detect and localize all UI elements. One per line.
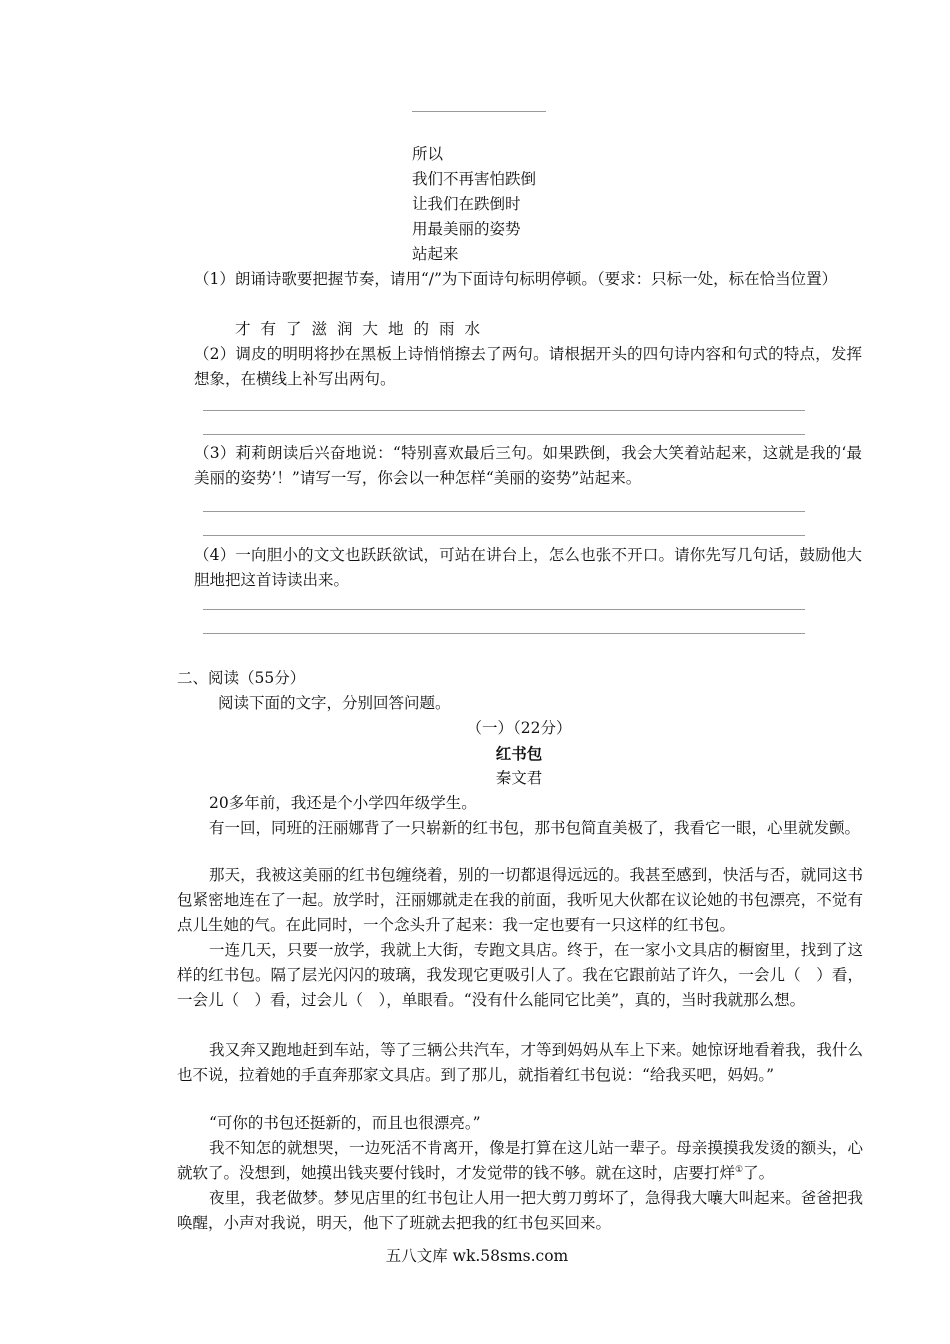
story-paragraph bbox=[177, 1136, 863, 1186]
question-2: （2）调皮的明明将抄在黑板上诗悄悄擦去了两句。请根据开头的四句诗内容和句式的特点，发挥想象，在横线上补写出两句。 bbox=[194, 345, 862, 388]
section-intro: 阅读下面的文字，分别回答问题。 bbox=[218, 694, 451, 712]
answer-line bbox=[203, 511, 805, 512]
question-3: （3）莉莉朗读后兴奋地说：“特别喜欢最后三句。如果跌倒，我会大笑着站起来，这就是我的‘最美丽的姿势’！”请写一写，你会以一种怎样“美丽的姿势”站起来。 bbox=[194, 444, 862, 487]
footnote-marker: ① bbox=[735, 1164, 744, 1175]
poem-line: 让我们在跌倒时 bbox=[412, 195, 521, 213]
question-1: （1）朗诵诗歌要把握节奏，请用“/”为下面诗句标明停顿。（要求：只标一处，标在恰当位置） bbox=[194, 270, 838, 288]
story-paragraph: 一连几天，只要一放学，我就上大街，专跑文具店。终于，在一家小文具店的橱窗里，找到了这样的红书包。隔了层光闪闪的玻璃，我发现它更吸引人了。我在它跟前站了许久，一会儿（ ）看，一会儿（ ）看，过会儿（ ），单眼看。“没有什么能同它比美”，真的，当时我就那么想。 bbox=[177, 941, 863, 1009]
story-text: 我不知怎的就想哭，一边死活不肯离开，像是打算在这儿站一辈子。母亲摸摸我发烫的额头，心就软了。没想到，她摸出钱夹要付钱时，才发觉带的钱不够。就在这时，店要打烊 bbox=[177, 1139, 863, 1182]
answer-line bbox=[203, 434, 805, 435]
story-paragraph: 我又奔又跑地赶到车站，等了三辆公共汽车，才等到妈妈从车上下来。她惊讶地看着我，我什么也不说，拉着她的手直奔那家文具店。到了那儿，就指着红书包说：“给我买吧，妈妈。” bbox=[177, 1041, 863, 1084]
poem-line: 用最美丽的姿势 bbox=[412, 220, 521, 238]
story-paragraph: 有一回，同班的汪丽娜背了一只崭新的红书包，那书包简直美极了，我看它一眼，心里就发颤。 bbox=[209, 819, 861, 837]
poem-line: 我们不再害怕跌倒 bbox=[412, 170, 537, 188]
story-paragraph: 20多年前，我还是个小学四年级学生。 bbox=[209, 794, 477, 812]
story-author: 秦文君 bbox=[495, 769, 543, 787]
answer-line bbox=[203, 609, 805, 610]
question-4: （4）一向胆小的文文也跃跃欲试，可站在讲台上，怎么也张不开口。请你先写几句话，鼓励他大胆地把这首诗读出来。 bbox=[194, 546, 862, 589]
story-text: 了。 bbox=[743, 1164, 775, 1182]
answer-line bbox=[203, 410, 805, 411]
section-heading: 二、阅读（55分） bbox=[177, 669, 306, 687]
page-footer: 五八文库 wk.58sms.com bbox=[385, 1247, 569, 1265]
poem-line: 站起来 bbox=[412, 245, 459, 263]
answer-line bbox=[203, 633, 805, 634]
story-title: 红书包 bbox=[495, 744, 543, 763]
poem-line: 所以 bbox=[412, 145, 444, 163]
story-paragraph: 夜里，我老做梦。梦见店里的红书包让人用一把大剪刀剪坏了，急得我大嚷大叫起来。爸爸把我唤醒，小声对我说，明天，他下了班就去把我的红书包买回来。 bbox=[177, 1189, 863, 1232]
answer-line bbox=[412, 111, 546, 112]
question-1-verse: 才有了滋润大地的雨水 bbox=[235, 320, 491, 338]
part-heading: （一）（22分） bbox=[466, 719, 572, 737]
story-paragraph: 那天，我被这美丽的红书包缠绕着，别的一切都退得远远的。我甚至感到，快活与否，就同这书包紧密地连在了一起。放学时，汪丽娜就走在我的前面，我听见大伙都在议论她的书包漂亮，不觉有点儿生她的气。在此同时，一个念头升了起来：我一定也要有一只这样的红书包。 bbox=[177, 866, 863, 934]
answer-line bbox=[203, 535, 805, 536]
story-paragraph: “可你的书包还挺新的，而且也很漂亮。” bbox=[209, 1114, 481, 1132]
